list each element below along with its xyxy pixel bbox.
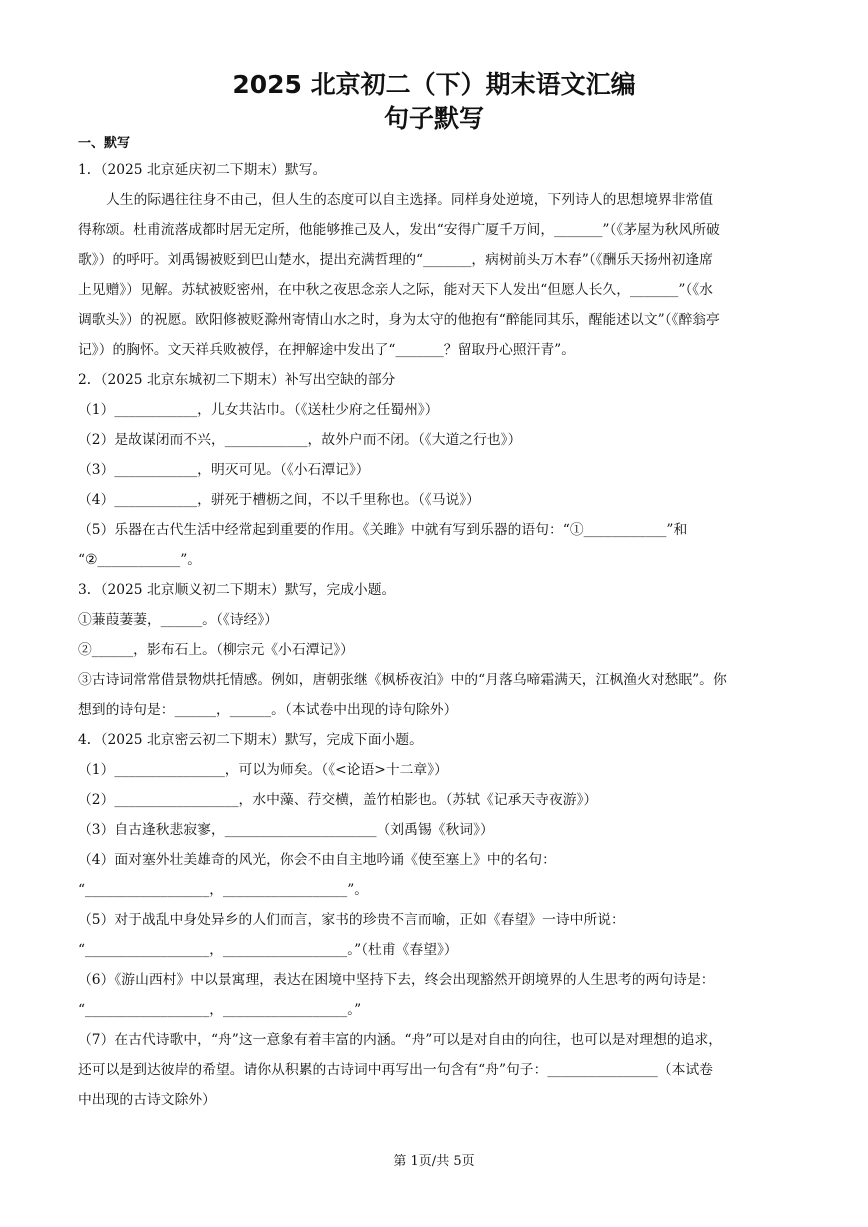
question-4-item: （4）面对塞外壮美雄奇的风光，你会不由自主地吟诵《使至塞上》中的名句： [78,852,556,868]
question-3-item: 想到的诗句是：______，______。（本试卷中出现的诗句除外） [78,702,458,718]
document-body [78,133,794,1115]
question-3-header: 3．（2025 北京顺义初二下期末）默写，完成小题。 [78,582,396,598]
question-3-item: ③古诗词常常借景物烘托情感。例如，唐朝张继《枫桥夜泊》中的“月落乌啼霜满天，江枫渔火对愁眠”。你 [78,672,727,688]
question-4-item: （7）在古代诗歌中，“舟”这一意象有着丰富的内涵。“舟”可以是对自由的向往，也可以是对理想的追求， [78,1032,723,1048]
question-2-item: “②____________”。 [78,552,202,568]
question-4-item: “__________________，__________________”。 [78,882,369,898]
section-heading: 一、默写 [78,136,131,151]
question-4-item: “__________________，__________________。” [78,1002,362,1018]
question-4-item: 还可以是到达彼岸的希望。请你从积累的古诗词中再写出一句含有“舟”句子：________________（本试卷 [78,1062,713,1078]
question-4-item: 中出现的古诗文除外） [78,1092,216,1108]
question-3-item: ①蒹葭萋萋，______。（《诗经》） [78,612,279,628]
page-title: 2025 北京初二（下）期末语文汇编 [232,70,636,99]
question-4-item: “__________________，__________________。”（杜甫《春望》） [78,942,458,958]
question-4-item: （5）对于战乱中身处异乡的人们而言，家书的珍贵不言而喻，正如《春望》一诗中所说： [78,912,625,928]
question-4-item: （3）自古逢秋悲寂寥，______________________（刘禹锡《秋词》） [78,822,494,838]
question-1-text: 记》）的胸怀。文天祥兵败被俘，在押解途中发出了“_______？留取丹心照汗青”。 [78,342,575,358]
question-2-item: （4）____________，骈死于槽枥之间，不以千里称也。（《马说》） [78,492,480,508]
question-3-item: ②______，影布石上。（柳宗元《小石潭记》） [78,642,354,658]
question-2-item: （5）乐器在古代生活中经常起到重要的作用。《关雎》中就有写到乐器的语句：“①____________”和 [78,522,688,538]
question-1-header: 1．（2025 北京延庆初二下期末）默写。 [78,162,327,178]
question-1-text: 得称颂。杜甫流落成都时居无定所，他能够推己及人，发出“安得广厦千万间，_______”（《茅屋为秋风所破 [78,222,720,238]
question-4-item: （2）__________________，水中藻、荇交横，盖竹柏影也。（苏轼《记承天寺夜游》） [78,792,598,808]
question-2-item: （2）是故谋闭而不兴，____________，故外户而不闭。（《大道之行也》） [78,432,522,448]
question-2-header: 2．（2025 北京东城初二下期末）补写出空缺的部分 [78,372,396,388]
question-2-item: （1）____________，儿女共沾巾。（《送杜少府之任蜀州》） [78,402,439,418]
question-1-text: 调歌头》）的祝愿。欧阳修被贬滁州寄情山水之时，身为太守的他抱有“醉能同其乐，醒能述以文”（《醉翁亭 [78,312,720,328]
question-4-header: 4．（2025 北京密云初二下期末）默写，完成下面小题。 [78,732,423,748]
question-1-text: 上见赠》）见解。苏轼被贬密州，在中秋之夜思念亲人之际，能对天下人发出“但愿人长久，_______”（《水 [78,282,713,298]
question-1-text: 歌》）的呼吁。刘禹锡被贬到巴山楚水，提出充满哲理的“_______，病树前头万木春”（《酬乐天扬州初逢席 [78,252,713,268]
question-4-item: （6）《游山西村》中以景寓理，表达在困境中坚持下去，终会出现豁然开朗境界的人生思考的两句诗是： [78,972,715,988]
question-4-item: （1）________________，可以为师矣。（《<论语>十二章》） [78,762,448,778]
page-subtitle: 句子默写 [383,104,484,133]
question-1-text: 人生的际遇往往身不由己，但人生的态度可以自主选择。同样身处逆境，下列诗人的思想境界非常值 [106,192,714,208]
question-2-item: （3）____________，明灭可见。（《小石潭记》） [78,462,370,478]
page-number: 第 1页/共 5页 [393,1154,475,1169]
